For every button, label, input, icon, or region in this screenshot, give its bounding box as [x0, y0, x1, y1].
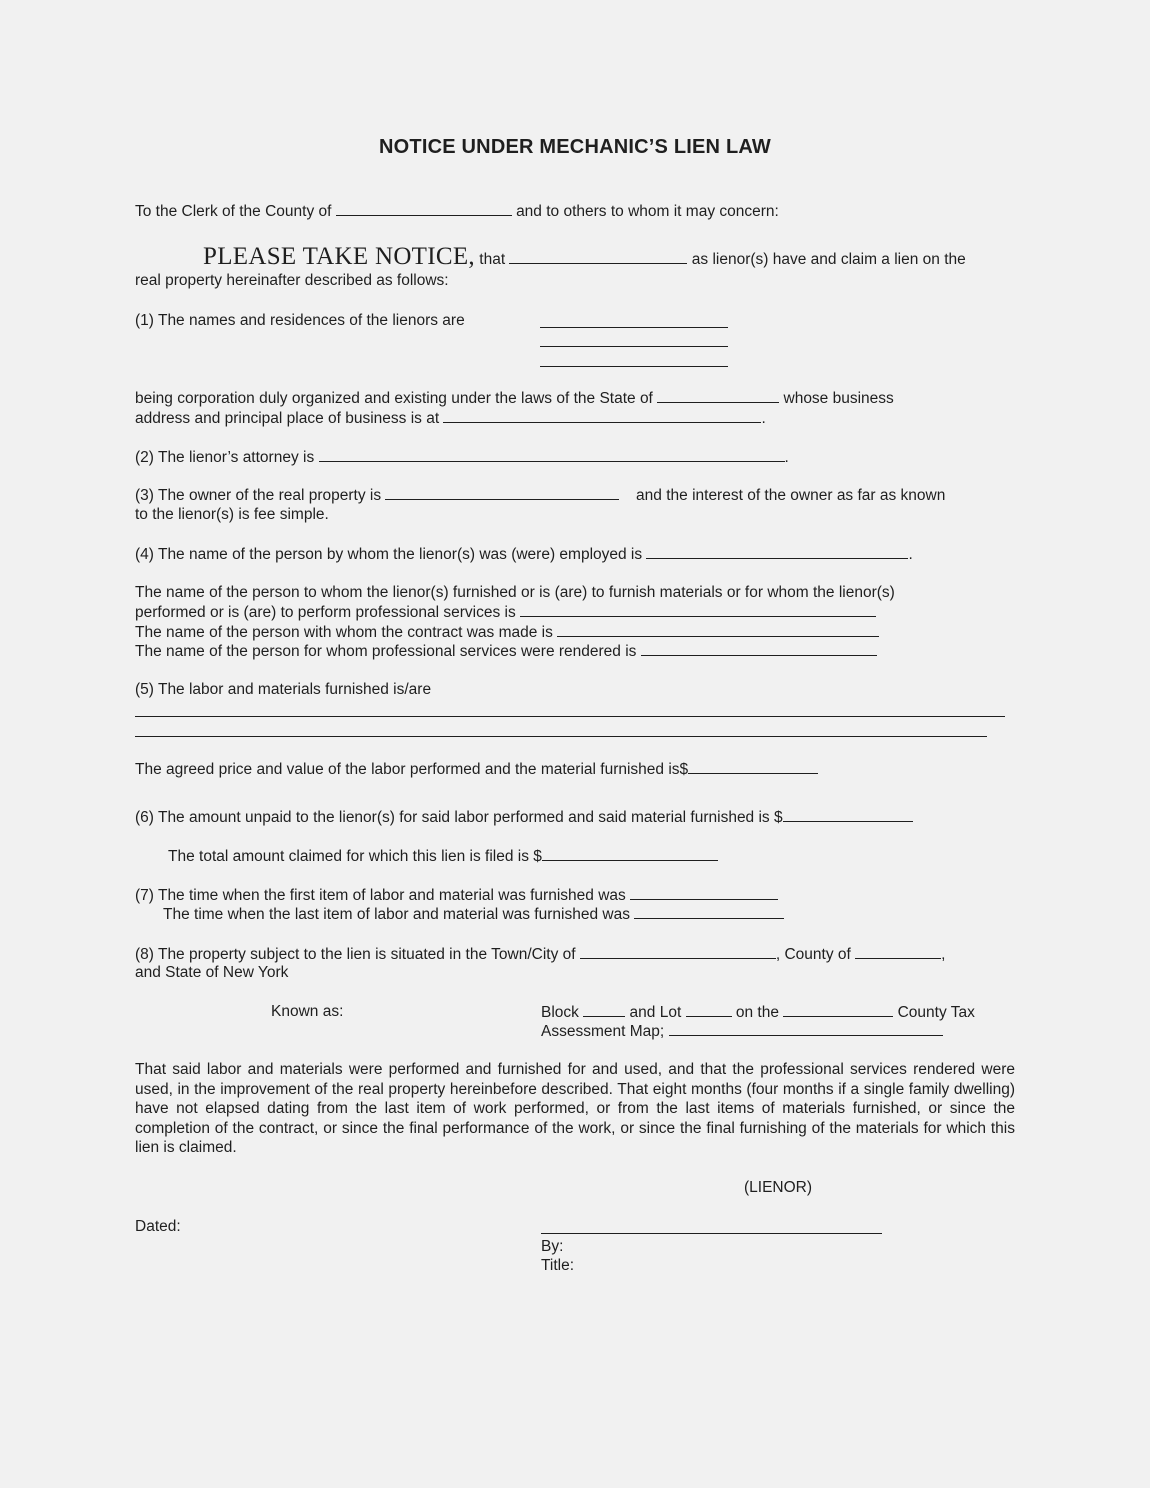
corp-prefix: being corporation duly organized and existing under the laws of the State of [135, 390, 653, 407]
clerk-prefix: To the Clerk of the County of [135, 203, 332, 220]
item-4-line [135, 544, 913, 565]
document-title: NOTICE UNDER MECHANIC’S LIEN LAW [379, 136, 771, 158]
item-8-line-2: and State of New York [135, 964, 289, 981]
materials-blank-2[interactable] [135, 736, 987, 737]
closing-paragraph: That said labor and materials were performed and furnished for and used, and that the professional services rendered were used, in the improvement of the real property hereinbefore described. That eight months (four months if a single family dwelling) have not elapsed dating from the last item of work performed, or from the last items of materials furnished, or since the completion of the contract, or since the final performance of the work, or since the final furnishing of the materials for which this lien is claimed. [135, 1061, 1015, 1157]
dated-label: Dated: [135, 1218, 181, 1235]
furnished-line-1: The name of the person to whom the lienor(s) furnished or is (are) to furnish materials or for whom the lienor(s) [135, 584, 895, 601]
furnished-prefix: performed or is (are) to perform professional services is [135, 604, 516, 621]
item-3-line [135, 485, 945, 506]
notice-lead: PLEASE TAKE NOTICE, [203, 243, 475, 270]
attorney-prefix: (2) The lienor’s attorney is [135, 449, 315, 466]
item-1-text: (1) The names and residences of the lienors are [135, 312, 465, 329]
unpaid-prefix: (6) The amount unpaid to the lienor(s) for said labor performed and said material furnished is $ [135, 809, 783, 826]
services-blank[interactable] [641, 641, 877, 656]
total-claimed-line [168, 846, 718, 867]
clerk-suffix: and to others to whom it may concern: [516, 203, 779, 220]
block-lot-line [541, 1002, 975, 1023]
lot-blank[interactable] [686, 1002, 732, 1017]
corp-suffix: whose business [783, 390, 894, 407]
total-prefix: The total amount claimed for which this lien is filed is $ [168, 848, 542, 865]
employer-period: . [908, 546, 913, 563]
furnished-line-2 [135, 602, 876, 623]
item-3-line-2: to the lienor(s) is fee simple. [135, 506, 329, 523]
by-label: By: [541, 1238, 564, 1255]
agreed-price-blank[interactable] [688, 759, 818, 774]
agreed-price-line [135, 759, 818, 780]
corporation-line [135, 388, 894, 409]
lienor-residence-blank-3[interactable] [540, 366, 728, 367]
item-2-line [135, 447, 789, 468]
attorney-blank[interactable] [319, 447, 785, 462]
services-prefix: The name of the person for whom professional services were rendered is [135, 643, 637, 660]
contract-prefix: The name of the person with whom the contract was made is [135, 624, 553, 641]
owner-prefix: (3) The owner of the real property is [135, 487, 382, 504]
last-item-line [163, 904, 784, 925]
owner-blank[interactable] [385, 485, 619, 500]
notice-after: as lienor(s) have and claim a lien on the [691, 251, 966, 268]
intro-line [135, 201, 779, 222]
county-comma: , [941, 946, 946, 963]
county-blank[interactable] [336, 201, 512, 216]
owner-suffix: and the interest of the owner as far as known [636, 487, 946, 504]
services-line [135, 641, 877, 662]
assessment-blank[interactable] [669, 1021, 943, 1036]
last-item-prefix: The time when the last item of labor and material was furnished was [163, 906, 630, 923]
address-period: . [761, 410, 766, 427]
lienor-name-blank[interactable] [509, 249, 687, 264]
county-tax-label: County Tax [897, 1004, 975, 1021]
assessment-label: Assessment Map; [541, 1023, 665, 1040]
lienor-residence-blank-1[interactable] [540, 327, 728, 328]
notice-that: that [479, 251, 506, 268]
contract-line [135, 622, 879, 643]
agreed-price-prefix: The agreed price and value of the labor performed and the material furnished is$ [135, 761, 689, 778]
furnished-to-blank[interactable] [520, 602, 876, 617]
tax-county-blank[interactable] [783, 1002, 893, 1017]
employer-blank[interactable] [646, 544, 908, 559]
lienor-label: (LIENOR) [744, 1179, 813, 1196]
first-item-line [135, 885, 778, 906]
item-6-line [135, 807, 913, 828]
lienor-residence-blank-2[interactable] [540, 346, 728, 347]
block-blank[interactable] [583, 1002, 625, 1017]
first-item-blank[interactable] [630, 885, 778, 900]
address-line [135, 408, 766, 429]
business-address-blank[interactable] [443, 408, 761, 423]
known-as-label: Known as: [271, 1003, 344, 1020]
title-label: Title: [541, 1257, 575, 1274]
on-the-label: on the [735, 1004, 779, 1021]
contract-blank[interactable] [557, 622, 879, 637]
assessment-line [541, 1021, 943, 1042]
county-of-blank[interactable] [855, 944, 941, 959]
attorney-period: . [784, 449, 789, 466]
block-label: Block [541, 1004, 579, 1021]
item-8-line [135, 944, 945, 965]
total-blank[interactable] [542, 846, 718, 861]
unpaid-blank[interactable] [783, 807, 913, 822]
lot-label: and Lot [629, 1004, 682, 1021]
town-prefix: (8) The property subject to the lien is situated in the Town/City of [135, 946, 576, 963]
town-blank[interactable] [580, 944, 776, 959]
last-item-blank[interactable] [634, 904, 784, 919]
county-label: , County of [775, 946, 851, 963]
item-5-text: (5) The labor and materials furnished is/are [135, 681, 432, 698]
address-prefix: address and principal place of business is at [135, 410, 440, 427]
notice-line-2: real property hereinafter described as follows: [135, 272, 449, 289]
signature-line[interactable] [541, 1233, 882, 1234]
first-item-prefix: (7) The time when the first item of labor and material was furnished was [135, 887, 626, 904]
state-blank[interactable] [657, 388, 779, 403]
employer-prefix: (4) The name of the person by whom the lienor(s) was (were) employed is [135, 546, 643, 563]
notice-line [203, 244, 966, 273]
materials-blank-1[interactable] [135, 716, 1005, 717]
